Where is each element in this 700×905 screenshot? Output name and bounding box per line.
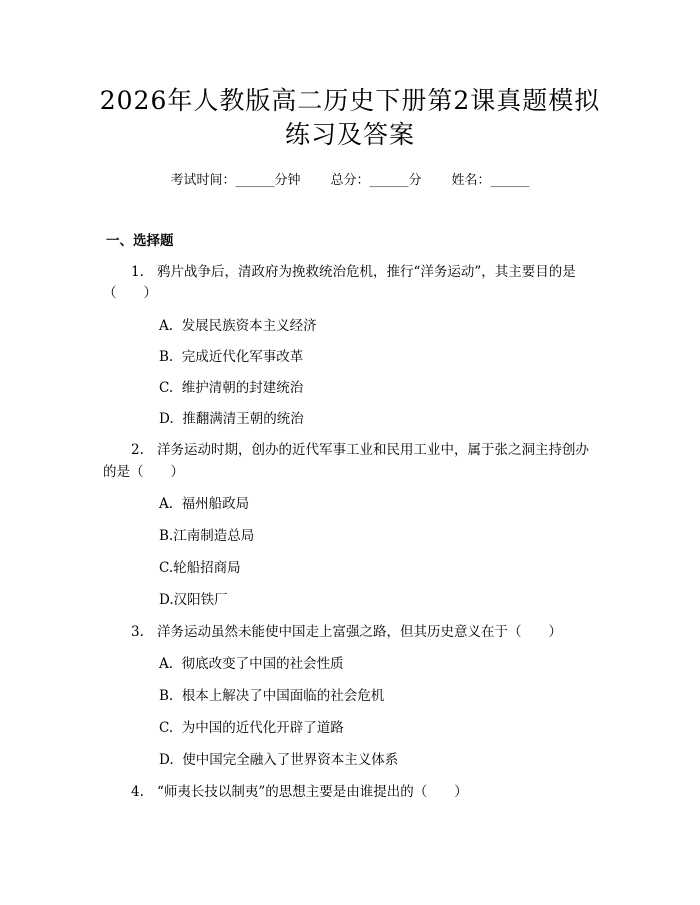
question-2-option-c: C.轮船招商局 xyxy=(159,560,241,576)
question-number: 2. xyxy=(131,442,144,458)
name-field: 姓名：______ xyxy=(451,173,530,188)
question-text: 洋务运动时期，创办的近代军事工业和民用工业中，属于张之洞主持创办 xyxy=(157,442,589,458)
question-4-line1 xyxy=(131,780,468,800)
question-3-option-c: C. 为中国的近代化开辟了道路 xyxy=(159,720,344,736)
question-3-option-d: D. 使中国完全融入了世界资本主义体系 xyxy=(159,752,399,768)
section-heading: 一、选择题 xyxy=(106,233,174,249)
question-2-line1 xyxy=(131,438,589,458)
exam-meta-line xyxy=(0,169,700,188)
question-text: 洋务运动虽然未能使中国走上富强之路，但其历史意义在于（ ） xyxy=(157,624,562,640)
question-number: 3. xyxy=(131,624,144,640)
question-2-option-b: B.江南制造总局 xyxy=(159,528,255,544)
question-2-line2: 的是（ ） xyxy=(103,464,184,480)
question-number: 1. xyxy=(131,264,144,280)
question-1-line2: （ ） xyxy=(103,285,157,301)
question-2-option-d: D.汉阳铁厂 xyxy=(159,592,228,608)
question-2-option-a: A. 福州船政局 xyxy=(159,496,250,512)
question-3-option-a: A. 彻底改变了中国的社会性质 xyxy=(159,656,344,672)
total-score-field: 总分：______分 xyxy=(330,173,422,188)
exam-time-field: 考试时间：______分钟 xyxy=(170,173,301,188)
question-1-option-a: A. 发展民族资本主义经济 xyxy=(159,318,317,334)
question-1-option-c: C. 维护清朝的封建统治 xyxy=(159,380,304,396)
question-3-option-b: B. 根本上解决了中国面临的社会危机 xyxy=(159,688,385,704)
document-title-line1: 2026年人教版高二历史下册第2课真题模拟 xyxy=(99,86,601,115)
question-number: 4. xyxy=(131,784,144,800)
question-text: “师夷长技以制夷”的思想主要是由谁提出的（ ） xyxy=(157,784,468,800)
question-1-option-b: B. 完成近代化军事改革 xyxy=(159,349,304,365)
question-1-option-d: D. 推翻满清王朝的统治 xyxy=(159,411,304,427)
question-text: 鸦片战争后，清政府为挽救统治危机，推行“洋务运动”，其主要目的是 xyxy=(157,264,576,280)
document-title-line2: 练习及答案 xyxy=(284,120,415,149)
question-3-line1 xyxy=(131,620,562,640)
question-1-line1 xyxy=(131,260,576,280)
